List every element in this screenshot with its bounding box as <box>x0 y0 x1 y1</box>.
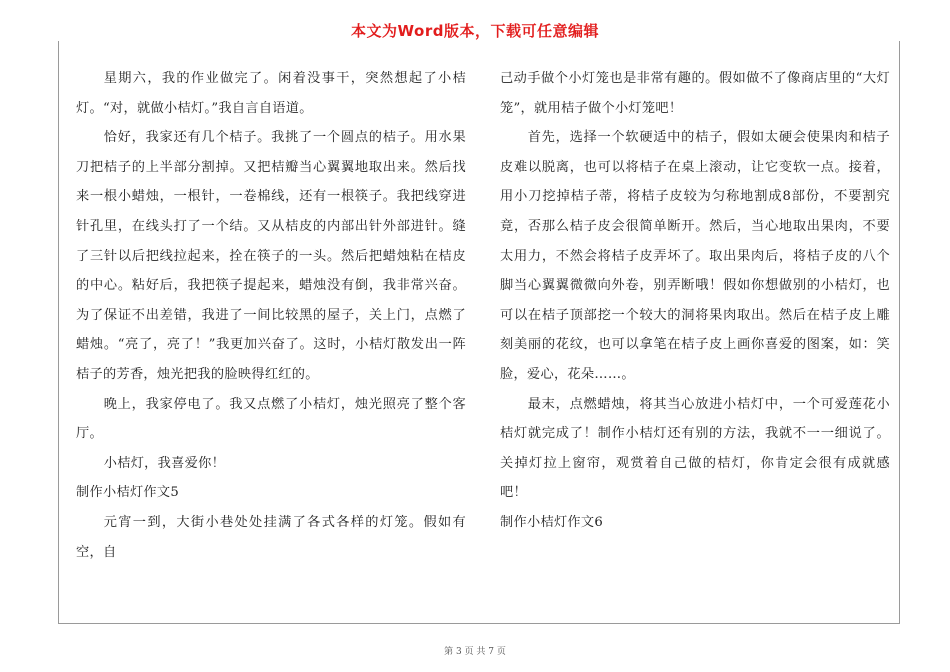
paragraph: 元宵一到，大街小巷处处挂满了各式各样的灯笼。假如有空，自 <box>76 514 466 560</box>
left-column <box>76 64 466 567</box>
paragraph: 恰好，我家还有几个桔子。我挑了一个圆点的桔子。用水果刀把桔子的上半部分割掉。又把桔瓣当心翼翼地取出来。然后找来一根小蜡烛，一根针，一卷棉线，还有一根筷子。我把线穿进针孔里，在线头打了一个结。又从桔皮的内部出针外部进针。缝了三针以后把线拉起来，拴在筷子的一头。然后把蜡烛粘在桔皮的中心。粘好后，我把筷子提起来，蜡烛没有倒，我非常兴奋。为了保证不出差错，我进了一间比较黑的屋子，关上门，点燃了蜡烛。“亮了，亮了！”我更加兴奋了。这时，小桔灯散发出一阵桔子的芳香，烛光把我的脸映得红红的。 <box>76 130 466 382</box>
right-column <box>500 64 890 538</box>
paragraph: 星期六，我的作业做完了。闲着没事干，突然想起了小桔灯。“对，就做小桔灯。”我自言自语道。 <box>76 71 466 116</box>
paragraph: 最末，点燃蜡烛，将其当心放进小桔灯中，一个可爱莲花小桔灯就完成了！制作小桔灯还有别的方法，我就不一一细说了。关掉灯拉上窗帘，观赏着自己做的桔灯，你肯定会很有成就感吧！ <box>500 396 890 501</box>
banner-text: 本文为Word版本，下载可任意编辑 <box>347 22 603 40</box>
paragraph: 小桔灯，我喜爱你！ <box>103 455 226 471</box>
page-number: 第 3 页 共 7 页 <box>444 647 506 657</box>
paragraph: 首先，选择一个软硬适中的桔子，假如太硬会使果肉和桔子皮难以脱离，也可以将桔子在桌上滚动，让它变软一点。接着，用小刀挖掉桔子蒂，将桔子皮较为匀称地割成8部份，不要割究竟，否那么桔子皮会很简单断开。然后，当心地取出果肉，不要太用力，不然会将桔子皮弄坏了。取出果肉后，将桔子皮的八个脚当心翼翼微微向外卷，别弄断哦！假如你想做别的小桔灯，也可以在桔子顶部挖一个较大的洞将果肉取出。然后在桔子皮上雕刻美丽的花纹，也可以拿笔在桔子皮上画你喜爱的图案，如：笑脸，爱心，花朵……。 <box>500 130 890 382</box>
section-heading: 制作小桔灯作文6 <box>500 514 604 530</box>
section-heading: 制作小桔灯作文5 <box>76 485 180 501</box>
download-banner <box>0 21 950 41</box>
paragraph-continuation: 己动手做个小灯笼也是非常有趣的。假如做不了像商店里的“大灯笼”，就用桔子做个小灯笼吧！ <box>500 71 890 116</box>
paragraph: 晚上，我家停电了。我又点燃了小桔灯，烛光照亮了整个客厅。 <box>76 396 466 442</box>
